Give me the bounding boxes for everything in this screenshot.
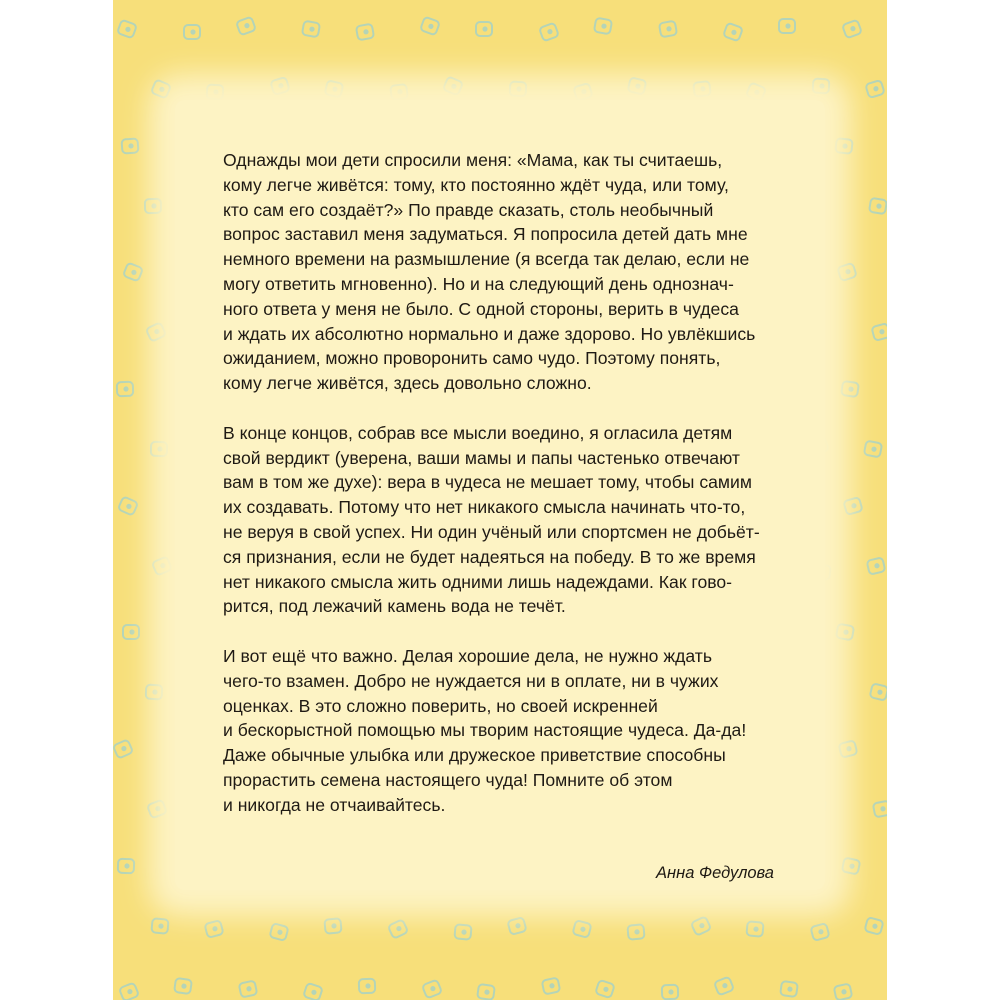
paragraph-1: [223, 148, 783, 396]
text-line: ного ответа у меня не было. С одной стороны, верить в чудеса: [223, 298, 739, 319]
rounded-square-with-dot-icon: [303, 983, 323, 1000]
rounded-square-with-dot-icon: [204, 920, 223, 938]
rounded-square-with-dot-icon: [628, 77, 647, 94]
text-line: кому легче живётся, здесь довольно сложно.: [223, 373, 592, 394]
rounded-square-with-dot-icon: [184, 25, 200, 39]
rounded-square-with-dot-icon: [123, 625, 139, 639]
text-line: рится, под лежачий камень вода не течёт.: [223, 596, 566, 617]
rounded-square-with-dot-icon: [151, 442, 167, 456]
text-line: вам в том же духе): вера в чудеса не мешает тому, чтобы самим: [223, 472, 752, 493]
text-line: ся признания, если не будет надеяться на победу. В то же время: [223, 546, 756, 567]
rounded-square-with-dot-icon: [693, 81, 711, 97]
text-line: нет никакого смысла жить одними лишь надеждами. Как гово-: [223, 571, 733, 592]
text-line: кому легче живётся: тому, кто постоянно ждёт чуда, или тому,: [223, 174, 729, 195]
rounded-square-with-dot-icon: [152, 556, 172, 575]
paragraph-3: [223, 644, 783, 818]
paragraph-2: [223, 421, 783, 619]
rounded-square-with-dot-icon: [662, 985, 678, 1000]
rounded-square-with-dot-icon: [746, 921, 763, 936]
rounded-square-with-dot-icon: [865, 80, 884, 98]
rounded-square-with-dot-icon: [810, 923, 829, 941]
rounded-square-with-dot-icon: [388, 919, 408, 938]
rounded-square-with-dot-icon: [207, 85, 224, 100]
text-line: вопрос заставил меня задуматься. Я попросила детей дать мне: [223, 224, 748, 245]
rounded-square-with-dot-icon: [325, 80, 344, 97]
rounded-square-with-dot-icon: [842, 20, 862, 39]
rounded-square-with-dot-icon: [359, 979, 375, 994]
rounded-square-with-dot-icon: [118, 496, 138, 515]
text-line: Даже обычные улыбка или дружеское приветствие способны: [223, 745, 726, 766]
text-line: И вот ещё что важно. Делая хорошие дела, не нужно ждать: [223, 645, 712, 666]
rounded-square-with-dot-icon: [476, 22, 492, 36]
rounded-square-with-dot-icon: [507, 917, 526, 935]
rounded-square-with-dot-icon: [864, 441, 882, 458]
rounded-square-with-dot-icon: [834, 983, 853, 1000]
rounded-square-with-dot-icon: [324, 918, 341, 933]
text-line: и никогда не отчаивайтесь.: [223, 794, 446, 815]
rounded-square-with-dot-icon: [594, 18, 612, 35]
text-line: чего-то взамен. Добро не нуждается ни в оплате, ни в чужих: [223, 670, 719, 691]
rounded-square-with-dot-icon: [867, 557, 886, 574]
rounded-square-with-dot-icon: [813, 79, 830, 94]
rounded-square-with-dot-icon: [836, 624, 854, 641]
rounded-square-with-dot-icon: [454, 924, 471, 939]
rounded-square-with-dot-icon: [746, 82, 766, 101]
rounded-square-with-dot-icon: [123, 263, 143, 282]
author-signature: Анна Федулова: [656, 864, 774, 882]
rounded-square-with-dot-icon: [390, 84, 408, 100]
text-line: кто сам его создаёт?» По правде сказать, столь необычный: [223, 199, 714, 220]
rounded-square-with-dot-icon: [146, 322, 166, 341]
text-line: и ждать их абсолютно нормально и даже здорово. Но увлёкшись: [223, 323, 756, 344]
rounded-square-with-dot-icon: [117, 20, 137, 39]
text-line: Однажды мои дети спросили меня: «Мама, как ты считаешь,: [223, 150, 723, 170]
rounded-square-with-dot-icon: [864, 917, 883, 935]
rounded-square-with-dot-icon: [145, 199, 161, 213]
rounded-square-with-dot-icon: [174, 978, 192, 994]
rounded-square-with-dot-icon: [627, 924, 644, 939]
rounded-square-with-dot-icon: [837, 263, 857, 281]
rounded-square-with-dot-icon: [119, 983, 139, 1000]
rounded-square-with-dot-icon: [147, 800, 167, 819]
text-line: и бескорыстной помощью мы творим настоящие чудеса. Да-да!: [223, 720, 747, 741]
text-line: оценках. В это сложно поверить, но своей искренней: [223, 695, 658, 716]
rounded-square-with-dot-icon: [146, 685, 163, 700]
rounded-square-with-dot-icon: [539, 23, 559, 42]
rounded-square-with-dot-icon: [869, 198, 887, 214]
rounded-square-with-dot-icon: [780, 981, 798, 997]
rounded-square-with-dot-icon: [659, 21, 677, 38]
preface-text: [223, 148, 783, 842]
rounded-square-with-dot-icon: [871, 323, 887, 341]
rounded-square-with-dot-icon: [239, 980, 258, 997]
rounded-square-with-dot-icon: [356, 24, 374, 41]
text-line: ожиданием, можно проворонить само чудо. Поэтому понять,: [223, 348, 721, 369]
rounded-square-with-dot-icon: [420, 17, 440, 36]
text-line: свой вердикт (уверена, ваши мамы и папы частенько отвечают: [223, 447, 740, 468]
rounded-square-with-dot-icon: [691, 916, 711, 935]
text-line: могу ответить мгновенно). Но и на следующий день однознач-: [223, 273, 734, 294]
text-line: их создавать. Потому что нет никакого смысла начинать что-то,: [223, 497, 746, 518]
rounded-square-with-dot-icon: [873, 801, 887, 818]
rounded-square-with-dot-icon: [443, 76, 463, 95]
rounded-square-with-dot-icon: [595, 980, 615, 998]
rounded-square-with-dot-icon: [269, 923, 288, 941]
rounded-square-with-dot-icon: [870, 683, 887, 700]
text-line: не веруя в свой успех. Ни один учёный или спортсмен не добьёт-: [223, 521, 760, 542]
rounded-square-with-dot-icon: [839, 740, 858, 757]
rounded-square-with-dot-icon: [779, 19, 795, 33]
rounded-square-with-dot-icon: [510, 82, 527, 97]
rounded-square-with-dot-icon: [841, 381, 859, 397]
rounded-square-with-dot-icon: [151, 918, 168, 933]
rounded-square-with-dot-icon: [842, 857, 861, 874]
rounded-square-with-dot-icon: [835, 138, 852, 154]
rounded-square-with-dot-icon: [122, 138, 139, 153]
rounded-square-with-dot-icon: [542, 977, 561, 994]
rounded-square-with-dot-icon: [714, 977, 734, 996]
rounded-square-with-dot-icon: [723, 23, 743, 42]
rounded-square-with-dot-icon: [118, 859, 134, 874]
rounded-square-with-dot-icon: [843, 497, 862, 515]
text-line: немного времени на размышление (я всегда так делаю, если не: [223, 249, 750, 270]
rounded-square-with-dot-icon: [113, 739, 133, 758]
rounded-square-with-dot-icon: [422, 980, 442, 999]
rounded-square-with-dot-icon: [477, 984, 495, 1000]
rounded-square-with-dot-icon: [117, 382, 133, 397]
rounded-square-with-dot-icon: [270, 77, 289, 95]
rounded-square-with-dot-icon: [302, 21, 320, 38]
rounded-square-with-dot-icon: [236, 17, 256, 36]
rounded-square-with-dot-icon: [573, 83, 592, 101]
rounded-square-with-dot-icon: [151, 79, 171, 98]
text-line: В конце концов, собрав все мысли воедино, я огласила детям: [223, 422, 733, 443]
text-line: прорастить семена настоящего чуда! Помните об этом: [223, 769, 673, 790]
rounded-square-with-dot-icon: [572, 920, 591, 938]
